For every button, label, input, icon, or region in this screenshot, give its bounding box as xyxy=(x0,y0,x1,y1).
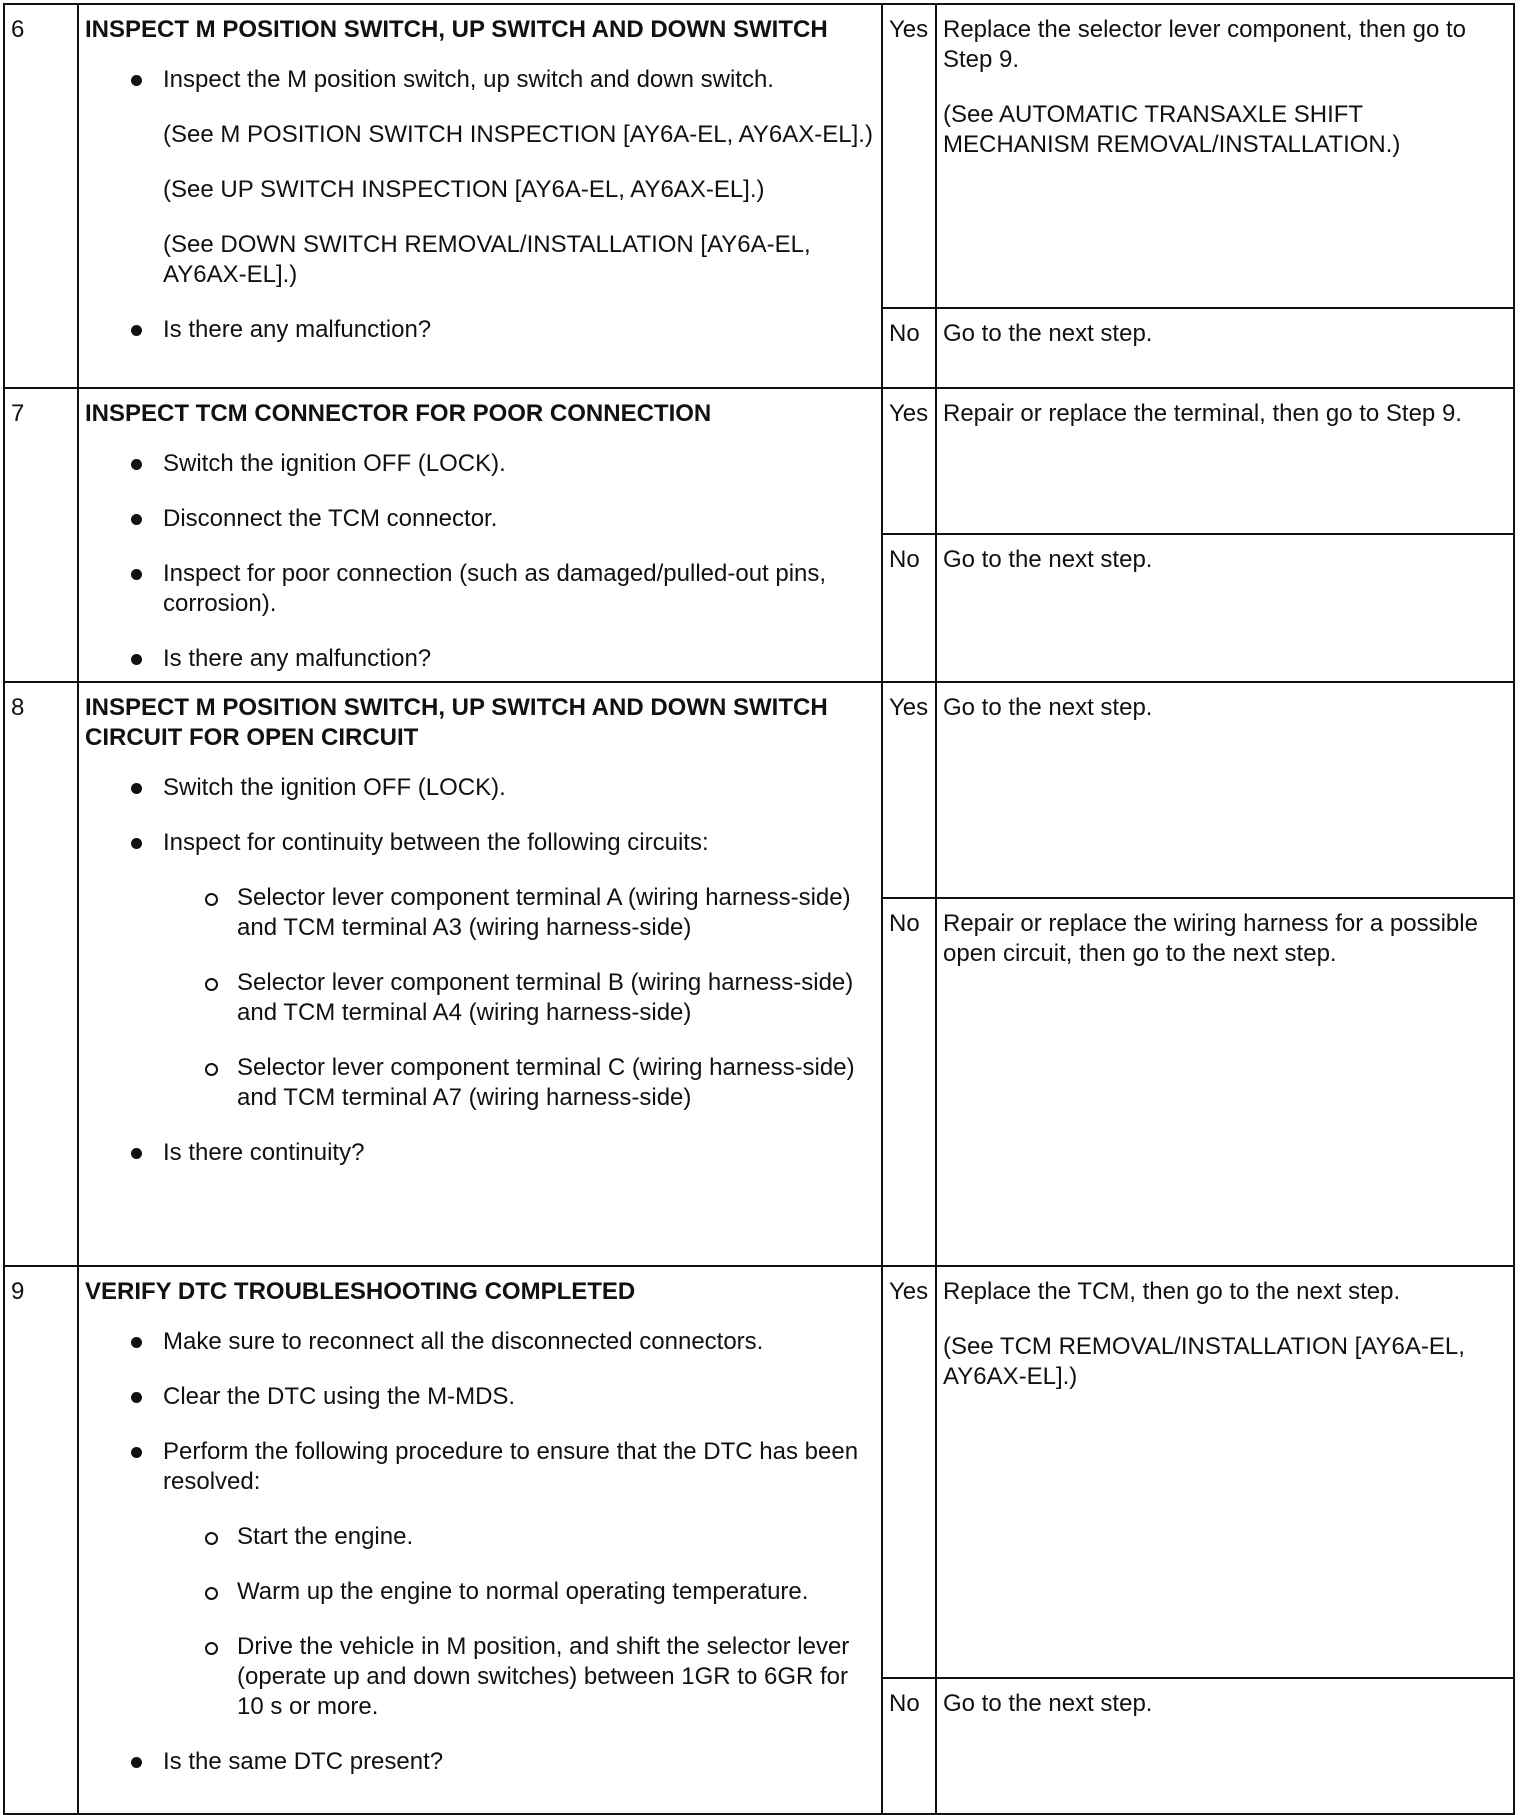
action-text: Replace the TCM, then go to the next step. xyxy=(943,1278,1401,1305)
yes-action xyxy=(936,682,1514,898)
step-title: INSPECT M POSITION SWITCH, UP SWITCH AND DOWN SWITCH CIRCUIT FOR OPEN CIRCUIT xyxy=(85,694,828,751)
sub-bullet-item: Drive the vehicle in M position, and shift the selector lever (operate up and down switches) between 1GR to 6GR for 10 s or more. xyxy=(85,1632,875,1722)
bullet-item: Inspect the M position switch, up switch and down switch. xyxy=(85,65,875,95)
no-label: No xyxy=(882,898,936,1266)
yes-label: Yes xyxy=(882,388,936,534)
bullet-item: Inspect for continuity between the following circuits: xyxy=(85,828,875,858)
no-label: No xyxy=(882,534,936,682)
bullet-item: Is there any malfunction? xyxy=(85,315,875,345)
reference-item: (See UP SWITCH INSPECTION [AY6A-EL, AY6AX-EL].) xyxy=(163,176,765,203)
step-number: 6 xyxy=(4,4,78,388)
bullet-item: Clear the DTC using the M-MDS. xyxy=(85,1382,875,1412)
bullet-item: Switch the ignition OFF (LOCK). xyxy=(85,449,875,479)
bullet-item: Switch the ignition OFF (LOCK). xyxy=(85,773,875,803)
step-title: INSPECT TCM CONNECTOR FOR POOR CONNECTION xyxy=(85,400,712,427)
bullet-item: Perform the following procedure to ensure that the DTC has been resolved: xyxy=(85,1437,875,1497)
sub-bullet-item: Selector lever component terminal B (wiring harness-side) and TCM terminal A4 (wiring harness-side) xyxy=(85,968,875,1028)
reference-item: (See M POSITION SWITCH INSPECTION [AY6A-EL, AY6AX-EL].) xyxy=(163,121,873,148)
bullet-item: Disconnect the TCM connector. xyxy=(85,504,875,534)
sub-bullet-item: Selector lever component terminal C (wiring harness-side) and TCM terminal A7 (wiring harness-side) xyxy=(85,1053,875,1113)
step-title: VERIFY DTC TROUBLESHOOTING COMPLETED xyxy=(85,1278,636,1305)
step-content xyxy=(78,388,882,682)
bullet-item: Make sure to reconnect all the disconnected connectors. xyxy=(85,1327,875,1357)
bullet-item: Is there any malfunction? xyxy=(85,644,875,674)
bullet-item: Is there continuity? xyxy=(85,1138,875,1168)
yes-action xyxy=(936,388,1514,534)
yes-label: Yes xyxy=(882,4,936,308)
troubleshooting-table xyxy=(3,3,1515,1815)
step-row-9-yes xyxy=(4,1266,1514,1678)
action-text: Repair or replace the terminal, then go to Step 9. xyxy=(943,400,1462,427)
sub-bullet-item: Selector lever component terminal A (wiring harness-side) and TCM terminal A3 (wiring harness-side) xyxy=(85,883,875,943)
no-action xyxy=(936,898,1514,1266)
step-content xyxy=(78,4,882,388)
action-text: Repair or replace the wiring harness for a possible open circuit, then go to the next step. xyxy=(943,910,1478,967)
step-title: INSPECT M POSITION SWITCH, UP SWITCH AND DOWN SWITCH xyxy=(85,16,828,43)
step-content xyxy=(78,682,882,1266)
step-content xyxy=(78,1266,882,1814)
bullet-item: Inspect for poor connection (such as damaged/pulled-out pins, corrosion). xyxy=(85,559,875,619)
yes-action xyxy=(936,4,1514,308)
yes-action xyxy=(936,1266,1514,1678)
no-label: No xyxy=(882,1678,936,1814)
step-row-7-yes xyxy=(4,388,1514,534)
action-text: Replace the selector lever component, then go to Step 9. xyxy=(943,16,1466,73)
yes-label: Yes xyxy=(882,1266,936,1678)
step-row-6-yes xyxy=(4,4,1514,308)
action-text: Go to the next step. xyxy=(943,1690,1153,1717)
no-action xyxy=(936,308,1514,388)
sub-bullet-item: Start the engine. xyxy=(85,1522,875,1552)
no-label: No xyxy=(882,308,936,388)
step-number: 9 xyxy=(4,1266,78,1814)
action-reference: (See TCM REMOVAL/INSTALLATION [AY6A-EL, AY6AX-EL].) xyxy=(943,1333,1465,1390)
action-reference: (See AUTOMATIC TRANSAXLE SHIFT MECHANISM REMOVAL/INSTALLATION.) xyxy=(943,101,1401,158)
no-action xyxy=(936,534,1514,682)
action-text: Go to the next step. xyxy=(943,694,1153,721)
step-number: 8 xyxy=(4,682,78,1266)
step-row-8-yes xyxy=(4,682,1514,898)
reference-item: (See DOWN SWITCH REMOVAL/INSTALLATION [AY6A-EL, AY6AX-EL].) xyxy=(163,231,811,288)
action-text: Go to the next step. xyxy=(943,320,1153,347)
yes-label: Yes xyxy=(882,682,936,898)
bullet-item: Is the same DTC present? xyxy=(85,1747,875,1777)
no-action xyxy=(936,1678,1514,1814)
step-number: 7 xyxy=(4,388,78,682)
action-text: Go to the next step. xyxy=(943,546,1153,573)
sub-bullet-item: Warm up the engine to normal operating temperature. xyxy=(85,1577,875,1607)
